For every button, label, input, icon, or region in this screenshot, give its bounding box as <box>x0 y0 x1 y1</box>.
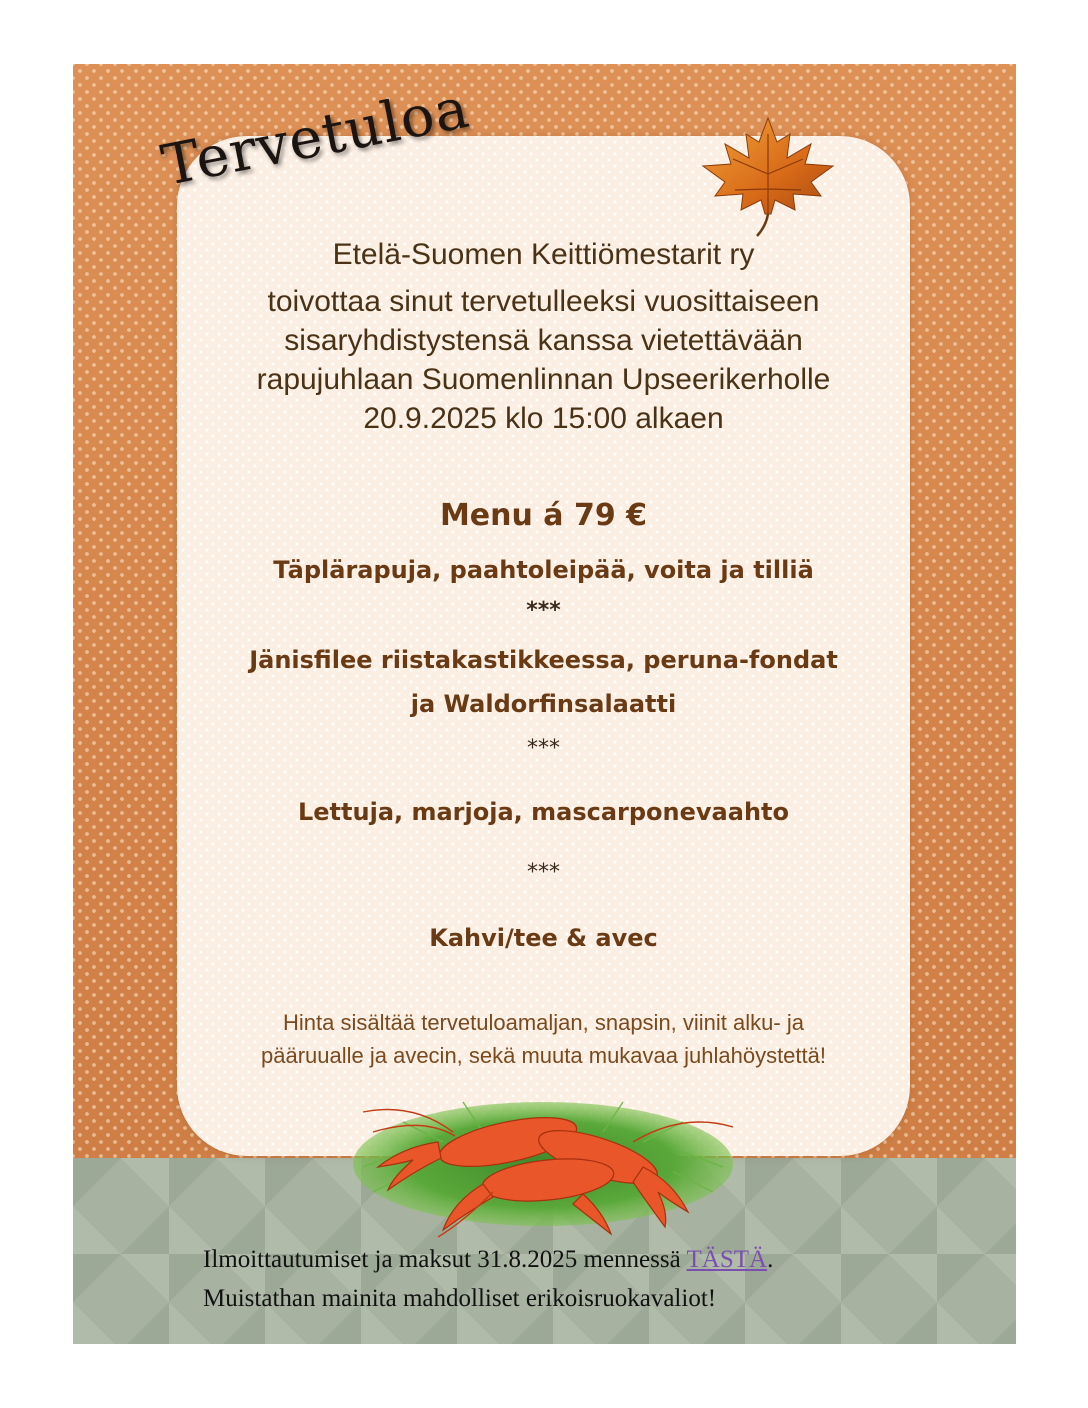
registration-link[interactable]: TÄSTÄ <box>686 1246 768 1273</box>
footer-text <box>203 1240 1003 1318</box>
menu-separator: *** <box>527 736 560 761</box>
invitation-line: sisaryhdistystensä kanssa vietettävään <box>284 324 803 357</box>
welcome-title: Tervetuloa <box>156 75 475 199</box>
special-diet-reminder: Muistathan mainita mahdolliset erikoisruokavaliot! <box>203 1285 717 1312</box>
invitation-text <box>177 282 910 438</box>
menu-course-3: Lettuja, marjoja, mascarponevaahto <box>297 798 789 826</box>
invitation-poster <box>73 64 1016 1344</box>
registration-end: . <box>767 1246 774 1273</box>
menu-course-4: Kahvi/tee & avec <box>429 924 658 952</box>
menu-separator: *** <box>526 598 561 623</box>
menu-course-1: Täplärapuja, paahtoleipää, voita ja tilliä <box>273 556 814 584</box>
menu-course-2-line-1: Jänisfilee riistakastikkeessa, peruna-fondat <box>249 646 838 674</box>
registration-text: Ilmoittautumiset ja maksut 31.8.2025 mennessä <box>203 1246 687 1273</box>
invitation-line: toivottaa sinut tervetulleeksi vuosittaiseen <box>267 285 820 318</box>
organization-name: Etelä-Suomen Keittiömestarit ry <box>332 238 755 271</box>
menu-title: Menu á 79 € <box>439 498 648 533</box>
price-note-line: Hinta sisältää tervetuloamaljan, snapsin, viinit alku- ja <box>283 1010 804 1035</box>
registration-line <box>203 1240 1003 1279</box>
invitation-line: 20.9.2025 klo 15:00 alkaen <box>363 402 724 435</box>
crayfish-illustration <box>343 1072 743 1242</box>
menu-course-2-line-2: ja Waldorfinsalaatti <box>410 690 677 718</box>
maple-leaf-icon <box>693 114 843 239</box>
price-note-line: pääruualle ja avecin, sekä muuta mukavaa juhlahöystettä! <box>260 1043 826 1068</box>
menu-separator: *** <box>527 860 560 885</box>
price-note <box>177 1006 910 1072</box>
invitation-line: rapujuhlaan Suomenlinnan Upseerikerholle <box>256 363 831 396</box>
